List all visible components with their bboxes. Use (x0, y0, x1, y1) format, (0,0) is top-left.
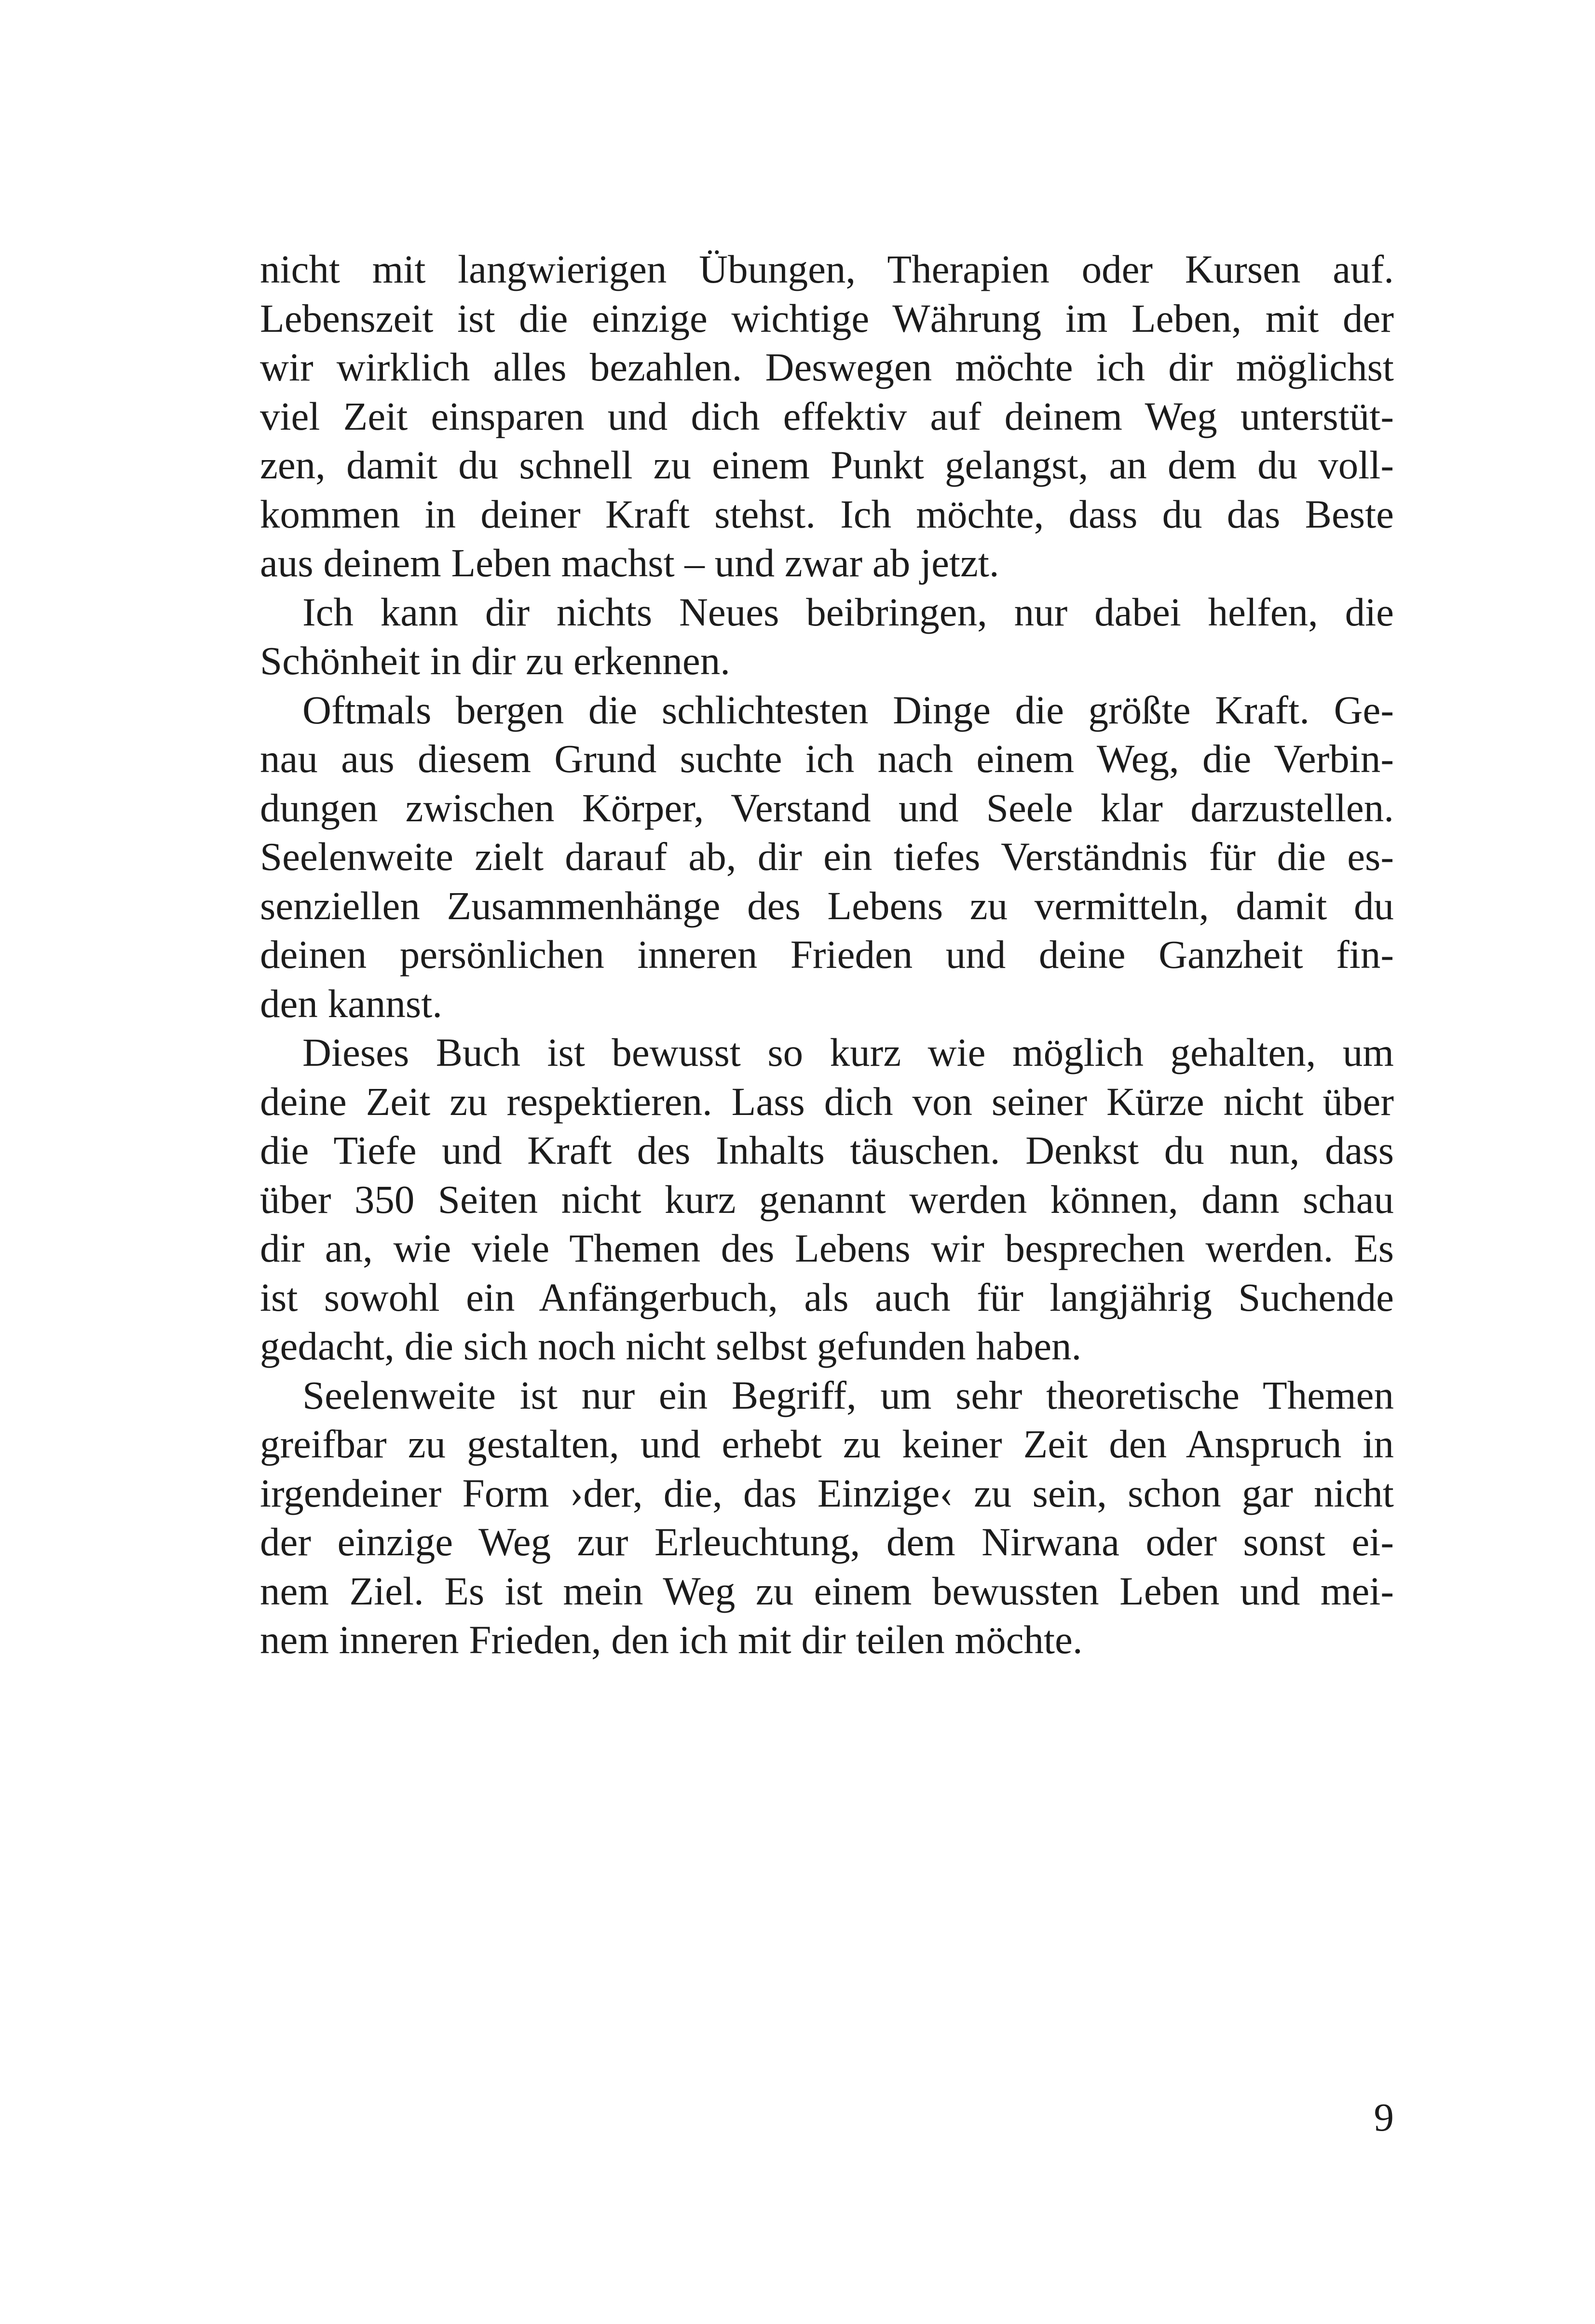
text-line: Ich kann dir nichts Neues beibringen, nur dabei helfen, die (302, 589, 1394, 634)
text-line: kommen in deiner Kraft stehst. Ich möchte, dass du das Beste (260, 491, 1394, 536)
text-line: nicht mit langwierigen Übungen, Therapien oder Kursen auf. (260, 247, 1394, 291)
text-line: gedacht, die sich noch nicht selbst gefunden haben. (260, 1324, 1082, 1368)
text-line: Seelenweite zielt darauf ab, dir ein tiefes Verständnis für die es- (260, 834, 1394, 879)
body-text (260, 245, 1394, 1665)
text-line: deinen persönlichen inneren Frieden und deine Ganzheit fin- (260, 932, 1394, 977)
text-line: nem Ziel. Es ist mein Weg zu einem bewussten Leben und mei- (260, 1568, 1394, 1613)
page-number: 9 (1374, 2095, 1394, 2139)
text-line: wir wirklich alles bezahlen. Deswegen möchte ich dir möglichst (260, 345, 1394, 389)
text-line: Dieses Buch ist bewusst so kurz wie möglich gehalten, um (302, 1030, 1394, 1074)
text-line: deine Zeit zu respektieren. Lass dich von seiner Kürze nicht über (260, 1079, 1394, 1124)
text-line: Seelenweite ist nur ein Begriff, um sehr theoretische Themen (302, 1373, 1394, 1417)
text-line: über 350 Seiten nicht kurz genannt werden können, dann schau (260, 1177, 1394, 1222)
text-line: senziellen Zusammenhänge des Lebens zu vermitteln, damit du (260, 883, 1394, 928)
text-line: Schönheit in dir zu erkennen. (260, 639, 730, 683)
text-line: nau aus diesem Grund suchte ich nach einem Weg, die Verbin- (260, 736, 1394, 781)
text-line: zen, damit du schnell zu einem Punkt gelangst, an dem du voll- (260, 443, 1394, 487)
text-line: Oftmals bergen die schlichtesten Dinge die größte Kraft. Ge- (302, 687, 1394, 732)
text-line: dungen zwischen Körper, Verstand und Seele klar darzustellen. (260, 785, 1394, 830)
text-line: irgendeiner Form ›der, die, das Einzige‹ zu sein, schon gar nicht (260, 1470, 1394, 1515)
text-line: der einzige Weg zur Erleuchtung, dem Nirwana oder sonst ei- (260, 1520, 1394, 1564)
text-line: ist sowohl ein Anfängerbuch, als auch für langjährig Suchende (260, 1275, 1394, 1319)
text-line: die Tiefe und Kraft des Inhalts täuschen. Denkst du nun, dass (260, 1128, 1394, 1172)
text-line: Lebenszeit ist die einzige wichtige Währung im Leben, mit der (260, 296, 1394, 340)
text-line: den kannst. (260, 981, 443, 1026)
text-line: dir an, wie viele Themen des Lebens wir besprechen werden. Es (260, 1226, 1394, 1270)
text-line: viel Zeit einsparen und dich effektiv auf deinem Weg unterstüt- (260, 394, 1394, 438)
text-line: greifbar zu gestalten, und erhebt zu keiner Zeit den Anspruch in (260, 1422, 1394, 1466)
text-line: nem inneren Frieden, den ich mit dir teilen möchte. (260, 1617, 1083, 1662)
text-line: aus deinem Leben machst – und zwar ab jetzt. (260, 541, 999, 585)
